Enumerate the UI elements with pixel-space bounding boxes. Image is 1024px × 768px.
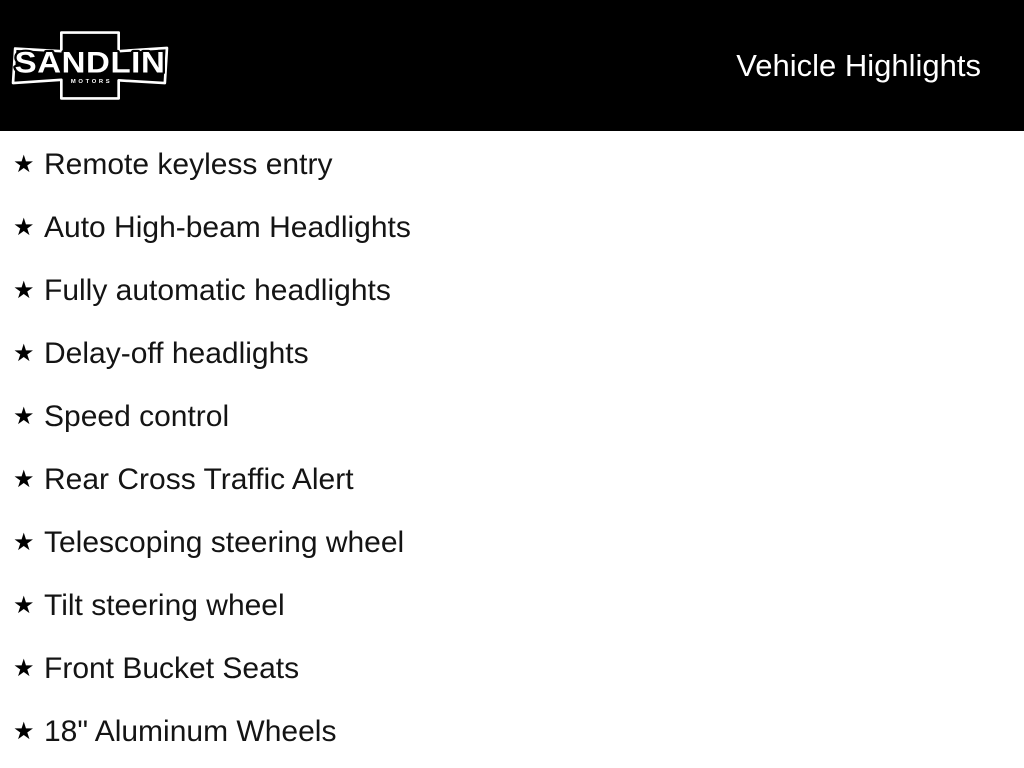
highlights-list bbox=[0, 131, 1024, 763]
bowtie-logo-icon bbox=[10, 31, 170, 100]
page-title: Vehicle Highlights bbox=[736, 47, 981, 83]
star-icon: ★ bbox=[13, 339, 35, 367]
list-item bbox=[13, 448, 1024, 511]
item-label: Speed control bbox=[44, 399, 230, 433]
logo-subtext: MOTORS bbox=[70, 79, 113, 86]
star-icon: ★ bbox=[13, 591, 35, 619]
item-label: Delay-off headlights bbox=[44, 336, 309, 370]
list-item bbox=[13, 385, 1024, 448]
list-item bbox=[13, 322, 1024, 385]
star-icon: ★ bbox=[13, 402, 35, 430]
item-label: Fully automatic headlights bbox=[44, 273, 391, 307]
star-icon: ★ bbox=[13, 717, 35, 745]
list-item bbox=[13, 133, 1024, 196]
star-icon: ★ bbox=[13, 528, 35, 556]
star-icon: ★ bbox=[13, 150, 35, 178]
item-label: Telescoping steering wheel bbox=[44, 525, 405, 559]
item-label: Remote keyless entry bbox=[44, 147, 333, 181]
list-item bbox=[13, 196, 1024, 259]
list-item bbox=[13, 511, 1024, 574]
item-label: Front Bucket Seats bbox=[44, 651, 300, 685]
dealer-logo bbox=[10, 31, 170, 100]
list-item bbox=[13, 700, 1024, 763]
item-label: Rear Cross Traffic Alert bbox=[44, 462, 354, 496]
list-item bbox=[13, 574, 1024, 637]
star-icon: ★ bbox=[13, 654, 35, 682]
list-item bbox=[13, 259, 1024, 322]
item-label: 18" Aluminum Wheels bbox=[44, 714, 337, 748]
item-label: Auto High-beam Headlights bbox=[44, 210, 411, 244]
star-icon: ★ bbox=[13, 213, 35, 241]
list-item bbox=[13, 637, 1024, 700]
star-icon: ★ bbox=[13, 276, 35, 304]
header-bar bbox=[0, 0, 1024, 131]
item-label: Tilt steering wheel bbox=[44, 588, 285, 622]
star-icon: ★ bbox=[13, 465, 35, 493]
logo-text: SANDLIN bbox=[14, 47, 166, 80]
